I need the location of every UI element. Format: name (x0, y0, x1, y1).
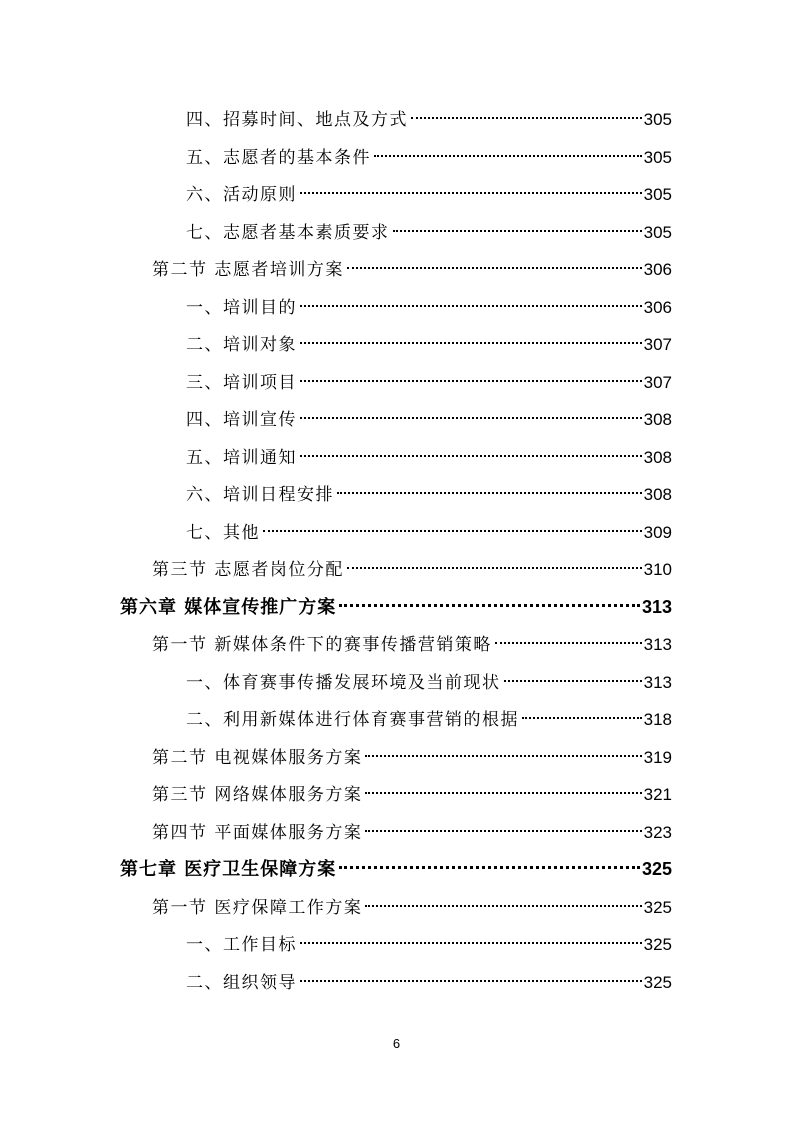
toc-entry[interactable] (186, 176, 672, 213)
toc-entry[interactable] (186, 326, 672, 363)
toc-entry[interactable] (152, 814, 672, 851)
toc-dot-leader (300, 380, 642, 382)
toc-dot-leader (300, 455, 642, 457)
toc-entry-title: 三、培训项目 (186, 372, 297, 393)
toc-entry-page: 305 (643, 147, 672, 167)
toc-entry[interactable] (152, 251, 672, 288)
toc-entry-title: 二、培训对象 (186, 335, 297, 355)
toc-entry[interactable] (186, 214, 672, 251)
toc-entry-title: 七、志愿者基本素质要求 (186, 222, 390, 243)
toc-entry-title: 六、培训日程安排 (186, 485, 334, 505)
toc-entry[interactable] (186, 289, 672, 326)
toc-entry-page: 306 (643, 260, 672, 279)
toc-entry-page: 307 (643, 372, 672, 392)
toc-dot-leader (337, 492, 642, 494)
toc-entry-title: 第六章 媒体宣传推广方案 (120, 596, 337, 618)
toc-entry-title: 第一节 新媒体条件下的赛事传播营销策略 (152, 635, 492, 655)
toc-entry-title: 第二节 志愿者培训方案 (152, 260, 344, 280)
toc-dot-leader (522, 717, 642, 719)
toc-dot-leader (300, 980, 642, 982)
toc-entry-page: 313 (643, 635, 672, 654)
toc-entry-title: 第三节 网络媒体服务方案 (152, 785, 363, 805)
toc-dot-leader (411, 117, 642, 119)
toc-entry-title: 四、招募时间、地点及方式 (186, 110, 408, 130)
toc-entry-title: 七、其他 (186, 522, 260, 543)
toc-dot-leader (300, 342, 642, 344)
toc-entry[interactable] (152, 889, 672, 926)
toc-chapter-entry[interactable] (120, 589, 672, 626)
toc-entry-page: 307 (643, 335, 672, 354)
toc-entry-page: 306 (643, 297, 672, 317)
toc-entry-page: 319 (643, 747, 672, 767)
toc-entry-page: 325 (643, 935, 672, 954)
toc-entry-page: 313 (643, 672, 672, 692)
toc-entry[interactable] (152, 776, 672, 813)
toc-entry-title: 五、培训通知 (186, 447, 297, 468)
toc-entry-title: 第三节 志愿者岗位分配 (152, 560, 344, 580)
toc-entry-title: 五、志愿者的基本条件 (186, 147, 371, 168)
toc-dot-leader (393, 230, 642, 232)
toc-dot-leader (365, 830, 641, 832)
toc-dot-leader (495, 642, 642, 644)
toc-dot-leader (374, 155, 642, 157)
toc-entry-page: 325 (641, 859, 672, 879)
toc-entry-page: 325 (643, 972, 672, 992)
toc-dot-leader (365, 792, 641, 794)
toc-entry-page: 313 (641, 596, 672, 617)
toc-entry[interactable] (152, 739, 672, 776)
page-number: 6 (392, 1036, 401, 1051)
toc-entry-title: 第四节 平面媒体服务方案 (152, 822, 363, 843)
toc-entry[interactable] (186, 476, 672, 513)
toc-dot-leader (300, 942, 642, 944)
toc-entry-page: 305 (643, 110, 672, 129)
toc-entry[interactable] (186, 664, 672, 701)
toc-dot-leader (347, 567, 642, 569)
toc-entry-title: 一、体育赛事传播发展环境及当前现状 (186, 672, 501, 693)
toc-entry-title: 二、组织领导 (186, 972, 297, 993)
toc-chapter-entry[interactable] (120, 851, 672, 888)
toc-entry-page: 309 (643, 522, 672, 542)
toc-entry[interactable] (152, 551, 672, 588)
toc-entry[interactable] (186, 364, 672, 401)
toc-entry-title: 第一节 医疗保障工作方案 (152, 897, 363, 918)
toc-entry[interactable] (186, 139, 672, 176)
toc-dot-leader (339, 604, 640, 607)
toc-entry-title: 一、工作目标 (186, 935, 297, 955)
toc-dot-leader (347, 267, 642, 269)
toc-dot-leader (300, 192, 642, 194)
toc-entry-title: 一、培训目的 (186, 297, 297, 318)
toc-dot-leader (504, 680, 642, 682)
toc-entry-title: 六、活动原则 (186, 185, 297, 205)
toc-entry[interactable] (186, 964, 672, 1001)
toc-dot-leader (263, 530, 642, 532)
toc-entry[interactable] (186, 401, 672, 438)
toc-entry[interactable] (186, 439, 672, 476)
toc-entry[interactable] (186, 701, 672, 738)
toc-entry-page: 308 (643, 485, 672, 504)
toc-entry-page: 308 (643, 410, 672, 429)
toc-entry-page: 318 (643, 710, 672, 729)
toc-entry[interactable] (186, 514, 672, 551)
toc-entry-page: 305 (643, 185, 672, 204)
toc-entry[interactable] (152, 626, 672, 663)
toc-dot-leader (365, 905, 641, 907)
toc-entry-title: 第七章 医疗卫生保障方案 (120, 859, 337, 880)
toc-dot-leader (300, 305, 642, 307)
toc-entry-page: 308 (643, 447, 672, 467)
toc-entry-title: 第二节 电视媒体服务方案 (152, 747, 363, 768)
toc-dot-leader (339, 866, 640, 869)
toc-dot-leader (300, 417, 642, 419)
toc-entry-title: 四、培训宣传 (186, 410, 297, 430)
toc-entry-page: 325 (643, 897, 672, 917)
toc-entry-page: 310 (643, 560, 672, 579)
toc-dot-leader (365, 755, 641, 757)
toc-entry-page: 323 (643, 822, 672, 842)
toc-entry-page: 321 (643, 785, 672, 804)
toc-entry[interactable] (186, 926, 672, 963)
toc-entry[interactable] (186, 101, 672, 138)
toc-entry-title: 二、利用新媒体进行体育赛事营销的根据 (186, 710, 519, 730)
toc-entry-page: 305 (643, 222, 672, 242)
